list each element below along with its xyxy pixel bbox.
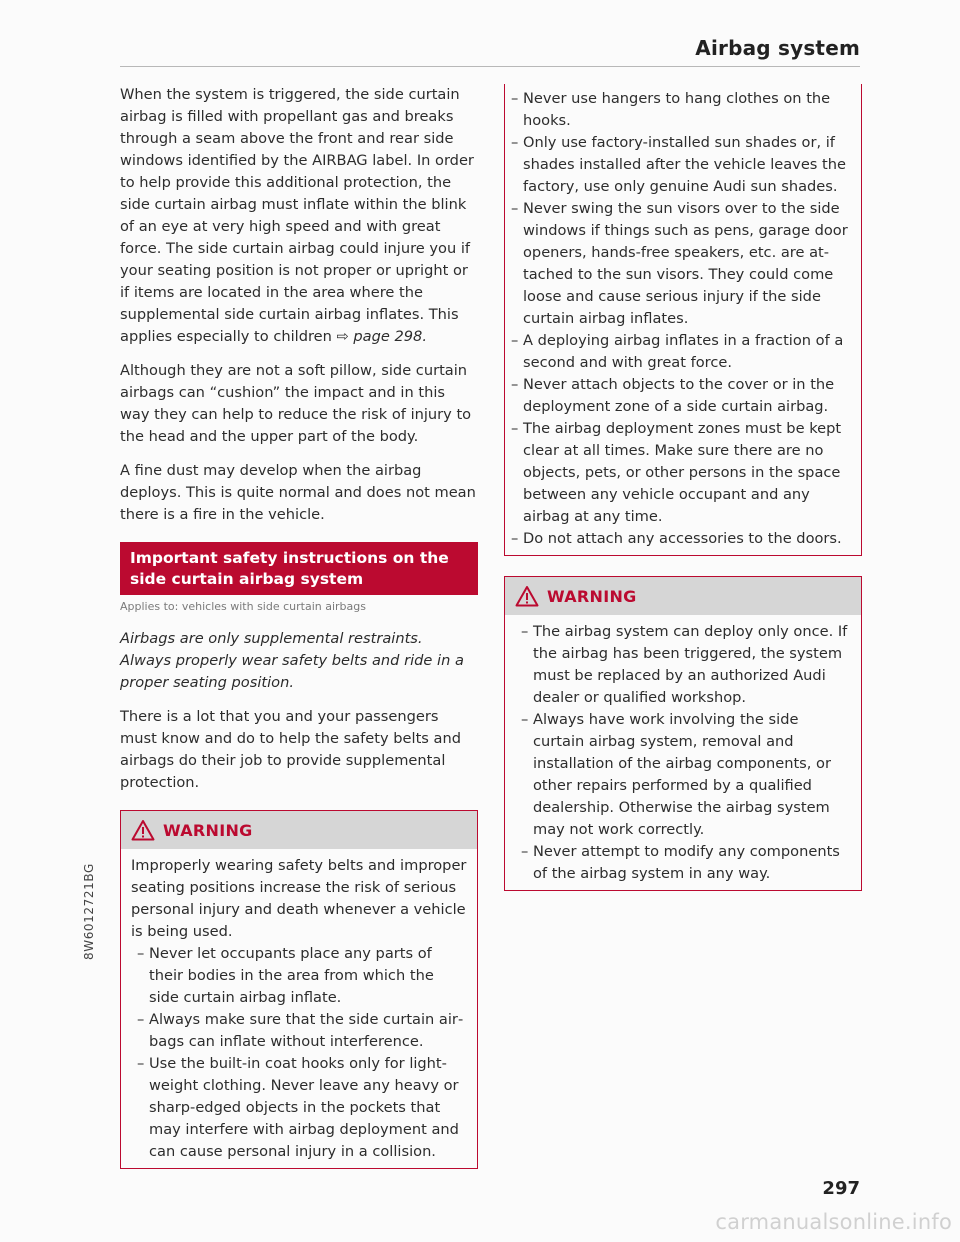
applies-to-note: Applies to: vehicles with side curtain airbags: [120, 600, 366, 613]
list-item: [131, 1053, 467, 1163]
warning-list: [515, 621, 851, 885]
list-item-text: The airbag system can deploy only once. If the airbag has been triggered, the system must be replaced by an authorized Audi dealer or qualified workshop.: [533, 623, 848, 706]
list-item-text: Do not attach any accessories to the doors.: [523, 530, 842, 547]
list-item: [515, 709, 851, 841]
warning-triangle-icon: [515, 585, 539, 607]
warning-box: [504, 576, 862, 891]
list-item-text: The airbag deployment zones must be kept clear at all times. Make sure there are no objects, pets, or other persons in the space between any vehicle occupant and any airbag at any time.: [523, 420, 842, 525]
warning-header: [505, 577, 861, 615]
dash-bullet: –: [511, 420, 519, 437]
dash-bullet: –: [511, 200, 519, 217]
list-item: [505, 330, 851, 374]
list-item: [505, 88, 851, 132]
body-paragraph: [120, 84, 478, 348]
list-item: [505, 374, 851, 418]
page-reference-link[interactable]: ⇨ page 298.: [336, 328, 427, 345]
list-item-text: Never let occupants place any parts of their bodies in the area from which the side curtain airbag inflate.: [149, 945, 434, 1006]
warning-box: [120, 810, 478, 1169]
paragraph-text: When the system is triggered, the side curtain airbag is filled with propellant gas and breaks through a seam above the front and rear side windows identified by the AIRBAG label. In order to help provide this additional protection, the side curtain airbag must inflate within the blink of an eye at very high speed and with great force. The side curtain airbag could injure you if your seating position is not proper or upright or if items are located in the area where the supplemental side curtain airbag inflates. This applies especially to children: [120, 86, 474, 345]
body-paragraph: Although they are not a soft pillow, side curtain airbags can “cushion” the impact and in this way they can help to reduce the risk of injury to the head and the upper part of the body.: [120, 362, 472, 445]
header-rule: [120, 66, 860, 67]
body-paragraph: There is a lot that you and your passengers must know and do to help the safety belts and airbags do their job to provide supplemental protection.: [120, 708, 462, 791]
list-item-text: Always make sure that the side curtain airbags can inflate without interference.: [149, 1011, 464, 1050]
continued-list: [505, 88, 851, 550]
list-item: [505, 528, 851, 550]
intro-text: Airbags are only supplemental restraints. Always properly wear safety belts and ride in a proper seating position.: [120, 630, 464, 691]
dash-bullet: –: [511, 376, 519, 393]
list-item: [515, 841, 851, 885]
warning-lead: Improperly wearing safety belts and improper seating positions increase the risk of serious personal injury and death whenever a vehicle is being used.: [131, 857, 467, 940]
warning-label: WARNING: [163, 820, 253, 840]
dash-bullet: –: [137, 945, 145, 962]
list-item-text: Use the built-in coat hooks only for lightweight clothing. Never leave any heavy or sharp-edged objects in the pockets that may interfere with airbag deployment and can cause personal injury in a collision.: [149, 1055, 459, 1160]
list-item: [131, 943, 467, 1009]
section-title: Airbag system: [695, 36, 860, 60]
list-item-text: Never swing the sun visors over to the side windows if things such as pens, garage door openers, hands-free speakers, etc. are attached to the sun visors. They could come loose and cause serious injury if the side curtain airbag inflates.: [523, 200, 848, 327]
page-number: 297: [822, 1178, 860, 1199]
dash-bullet: –: [521, 843, 529, 860]
list-item-text: Only use factory-installed sun shades or, if shades installed after the vehicle leaves the factory, use only genuine Audi sun shades.: [523, 134, 846, 195]
watermark: carmanualsonline.info: [715, 1210, 952, 1234]
continued-warning-box: [504, 84, 862, 556]
warning-list: [131, 943, 467, 1163]
list-item-text: Never attach objects to the cover or in the deployment zone of a side curtain airbag.: [523, 376, 835, 415]
document-code: 8W6012721BG: [82, 863, 96, 960]
warning-body: [121, 849, 477, 1168]
warning-header: [121, 811, 477, 849]
dash-bullet: –: [511, 134, 519, 151]
warning-label: WARNING: [547, 586, 637, 606]
section-heading: Important safety instructions on the side curtain airbag system: [120, 542, 478, 595]
list-item-text: A deploying airbag inflates in a fraction of a second and with great force.: [523, 332, 844, 371]
right-column: [504, 84, 862, 891]
dash-bullet: –: [511, 332, 519, 349]
list-item: [515, 621, 851, 709]
dash-bullet: –: [511, 90, 519, 107]
list-item-text: Always have work involving the side curtain airbag system, removal and installation of the airbag components, or other repairs performed by a qualified dealership. Otherwise the airbag system may not work correctly.: [533, 711, 831, 838]
dash-bullet: –: [511, 530, 519, 547]
list-item-text: Never attempt to modify any components of the airbag system in any way.: [533, 843, 840, 882]
list-item: [505, 132, 851, 198]
warning-body: [505, 615, 861, 890]
body-paragraph: A fine dust may develop when the airbag deploys. This is quite normal and does not mean there is a fire in the vehicle.: [120, 462, 476, 523]
dash-bullet: –: [521, 711, 529, 728]
list-item: [505, 198, 851, 330]
warning-triangle-icon: [131, 819, 155, 841]
dash-bullet: –: [137, 1011, 145, 1028]
left-column: [120, 84, 478, 1169]
list-item-text: Never use hangers to hang clothes on the hooks.: [523, 90, 831, 129]
list-item: [131, 1009, 467, 1053]
list-item: [505, 418, 851, 528]
dash-bullet: –: [521, 623, 529, 640]
dash-bullet: –: [137, 1055, 145, 1072]
